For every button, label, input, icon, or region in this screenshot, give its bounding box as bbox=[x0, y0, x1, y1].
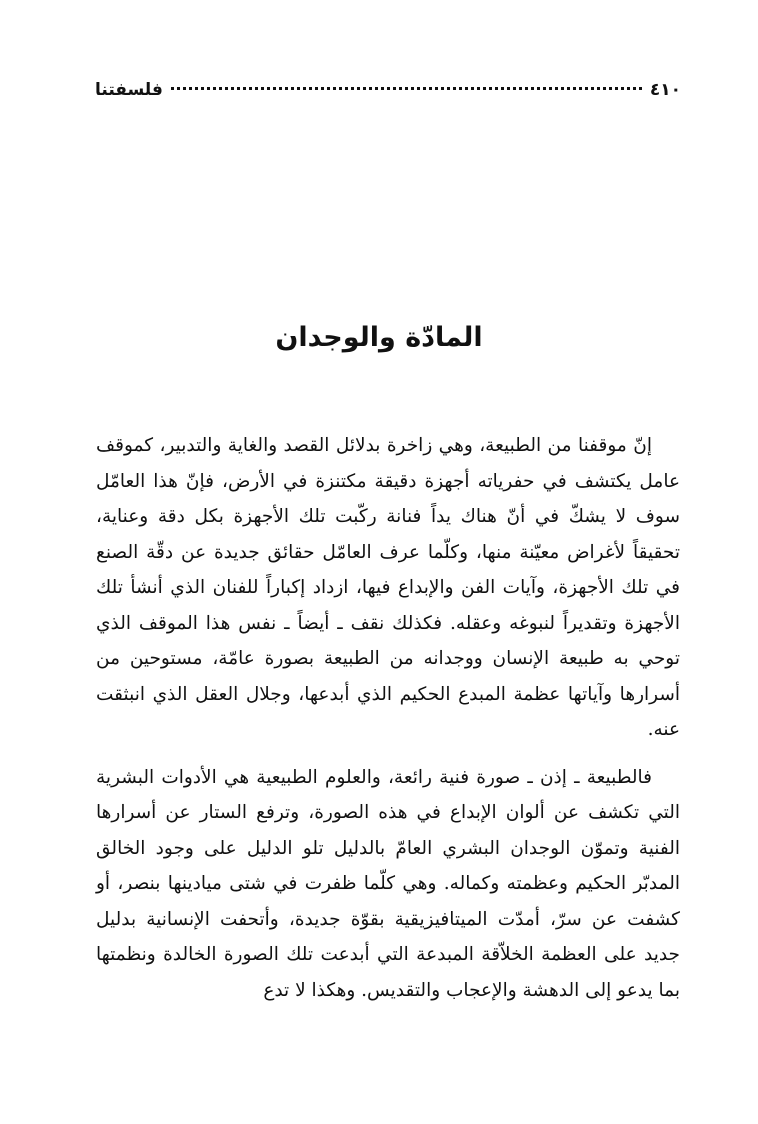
paragraph: إنّ موقفنا من الطبيعة، وهي زاخرة بدلائل القصد والغاية والتدبير، كموقف عامل يكتشف في حفرياته أجهزة دقيقة مكتنزة في الأرض، فإنّ هذا العامّل سوف لا يشكّ في أنّ هناك يداً فنانة ركّبت تلك الأجهزة بكل دقة وعناية، تحقيقاً لأغراض معيّنة منها، وكلّما عرف العامّل حقائق جديدة عن دقّة الصنع في تلك الأجهزة، وآيات الفن والإبداع فيها، ازداد إكباراً للفنان الذي أنشأ تلك الأجهزة وتقديراً لنبوغه وعقله. فكذلك نقف ـ أيضاً ـ نفس هذا الموقف الذي توحي به طبيعة الإنسان ووجدانه من الطبيعة بصورة عامّة، مستوحين من أسرارها وآياتها عظمة المبدع الحكيم الذي أبدعها، وجلال العقل الذي انبثقت عنه. bbox=[96, 435, 680, 740]
body-text bbox=[96, 428, 680, 1020]
paragraph: فالطبيعة ـ إذن ـ صورة فنية رائعة، والعلوم الطبيعية هي الأدوات البشرية التي تكشف عن ألوان الإبداع في هذه الصورة، وترفع الستار عن أسرارها الفنية وتموّن الوجدان البشري العامّ بالدليل تلو الدليل على وجود الخالق المدبّر الحكيم وعظمته وكماله. وهي كلّما ظفرت في شتى ميادينها بنصر، أو كشفت عن سرّ، أمدّت الميتافيزيقية بقوّة جديدة، وأتحفت الإنسانية بدليل جديد على العظمة الخلاّقة المبدعة التي أبدعت تلك الصورة الخالدة ونظمتها بما يدعو إلى الدهشة والإعجاب والتقديس. وهكذا لا تدع bbox=[96, 766, 680, 1001]
dotted-leader bbox=[171, 87, 642, 90]
running-title: فلسفتنا bbox=[95, 80, 163, 100]
chapter-title: المادّة والوجدان bbox=[275, 322, 483, 353]
running-header bbox=[95, 80, 681, 110]
page-number: ٤١٠ bbox=[649, 80, 681, 100]
